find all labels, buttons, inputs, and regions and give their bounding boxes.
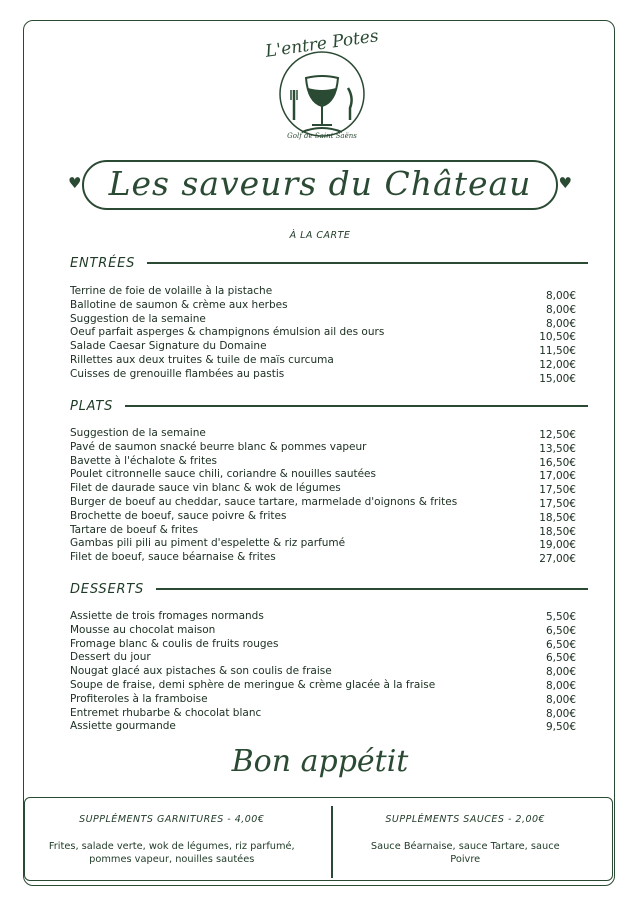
menu-item: Bavette à l'échalote & frites — [70, 454, 217, 467]
menu-item: Brochette de boeuf, sauce poivre & frites — [70, 509, 287, 522]
menu-price: 18,50€ — [539, 525, 576, 538]
menu-price: 11,50€ — [539, 345, 576, 358]
menu-price: 9,50€ — [545, 721, 576, 734]
menu-item: Terrine de foie de volaille à la pistache — [70, 285, 273, 297]
supplements-sauces — [319, 798, 613, 880]
menu-price: 8,00€ — [545, 693, 576, 706]
item-list — [70, 610, 510, 734]
price-list — [516, 290, 576, 387]
item-list — [70, 427, 510, 565]
menu-price: 6,50€ — [545, 624, 576, 637]
menu-price: 5,50€ — [545, 611, 576, 623]
menu-item: Assiette gourmande — [70, 720, 176, 733]
section-title: PLATS — [70, 398, 114, 414]
menu-item: Soupe de fraise, demi sphère de meringue & crème glacée à la fraise — [70, 678, 436, 691]
section-entrees — [70, 255, 588, 385]
menu-price: 16,50€ — [539, 456, 576, 469]
menu-price: 12,00€ — [539, 358, 576, 371]
section-divider — [147, 262, 588, 264]
menu-price: 17,00€ — [539, 470, 576, 483]
menu-item: Dessert du jour — [70, 651, 151, 664]
section-header — [70, 581, 588, 597]
menu-item: Fromage blanc & coulis de fruits rouges — [70, 637, 279, 650]
menu-price: 8,00€ — [545, 290, 576, 302]
menu-item: Mousse au chocolat maison — [70, 623, 216, 636]
menu-price: 8,00€ — [545, 666, 576, 679]
section-header — [70, 398, 588, 414]
menu-price: 15,00€ — [539, 372, 576, 385]
supplements-box — [24, 797, 613, 881]
closing-text: Bon appétit — [231, 744, 409, 779]
menu-price: 6,50€ — [545, 638, 576, 651]
menu-price: 8,00€ — [545, 303, 576, 316]
item-list — [70, 285, 510, 382]
menu-item: Cuisses de grenouille flambées au pastis — [70, 367, 285, 380]
title-banner — [70, 160, 570, 212]
menu-item: Nougat glacé aux pistaches & son coulis de fraise — [70, 665, 332, 678]
menu-item: Tartare de boeuf & frites — [70, 523, 199, 536]
menu-price: 6,50€ — [545, 652, 576, 665]
menu-price: 8,00€ — [545, 317, 576, 330]
menu-price: 10,50€ — [539, 331, 576, 344]
restaurant-logo — [262, 28, 382, 148]
menu-price: 12,50€ — [539, 429, 576, 441]
logo-name: L'entre Potes — [264, 26, 380, 62]
section-plats — [70, 398, 588, 566]
logo-caption: Golf de Saint Saëns — [287, 132, 357, 140]
menu-item: Oeuf parfait asperges & champignons émulsion ail des ours — [70, 326, 385, 339]
supplement-text: Sauce Béarnaise, sauce Tartare, sauce Poivre — [370, 841, 560, 865]
section-title: ENTRÉES — [70, 255, 136, 271]
menu-price: 18,50€ — [539, 511, 576, 524]
menu-item: Assiette de trois fromages normands — [70, 610, 264, 622]
price-list — [516, 429, 576, 567]
page-title: Les saveurs du Château — [108, 164, 532, 203]
menu-item: Suggestion de la semaine — [70, 427, 206, 439]
menu-price: 17,50€ — [539, 484, 576, 497]
heart-icon: ♥ — [68, 174, 82, 192]
menu-item: Poulet citronnelle sauce chili, coriandre & nouilles sautées — [70, 468, 376, 481]
menu-price: 8,00€ — [545, 707, 576, 720]
supplement-title: SUPPLÉMENTS SAUCES - 2,00€ — [385, 814, 546, 825]
menu-item: Profiteroles à la framboise — [70, 692, 208, 705]
menu-price: 19,00€ — [539, 539, 576, 552]
menu-item: Ballotine de saumon & crème aux herbes — [70, 298, 288, 311]
supplements-garnitures — [25, 798, 319, 880]
section-divider — [156, 588, 588, 590]
section-header — [70, 255, 588, 271]
section-title: DESSERTS — [70, 581, 145, 597]
menu-item: Rillettes aux deux truites & tuile de maïs curcuma — [70, 353, 334, 366]
supplement-text: Frites, salade verte, wok de légumes, riz parfumé, pommes vapeur, nouilles sautées — [48, 841, 295, 865]
price-list — [516, 611, 576, 735]
menu-price: 17,50€ — [539, 497, 576, 510]
menu-item: Gambas pili pili au piment d'espelette & riz parfumé — [70, 537, 346, 550]
section-divider — [125, 405, 588, 407]
supplement-title: SUPPLÉMENTS GARNITURES - 4,00€ — [79, 814, 265, 825]
heart-icon: ♥ — [558, 174, 572, 192]
menu-item: Filet de daurade sauce vin blanc & wok de légumes — [70, 482, 341, 495]
menu-item: Entremet rhubarbe & chocolat blanc — [70, 706, 262, 719]
menu-item: Filet de boeuf, sauce béarnaise & frites — [70, 551, 276, 564]
menu-item: Pavé de saumon snacké beurre blanc & pommes vapeur — [70, 440, 367, 453]
menu-price: 13,50€ — [539, 442, 576, 455]
menu-price: 27,00€ — [539, 553, 576, 566]
menu-price: 8,00€ — [545, 679, 576, 692]
menu-subtitle: À LA CARTE — [289, 230, 351, 241]
menu-item: Suggestion de la semaine — [70, 312, 206, 325]
menu-item: Salade Caesar Signature du Domaine — [70, 340, 267, 353]
section-desserts — [70, 581, 588, 734]
menu-item: Burger de boeuf au cheddar, sauce tartare, marmelade d'oignons & frites — [70, 495, 458, 508]
